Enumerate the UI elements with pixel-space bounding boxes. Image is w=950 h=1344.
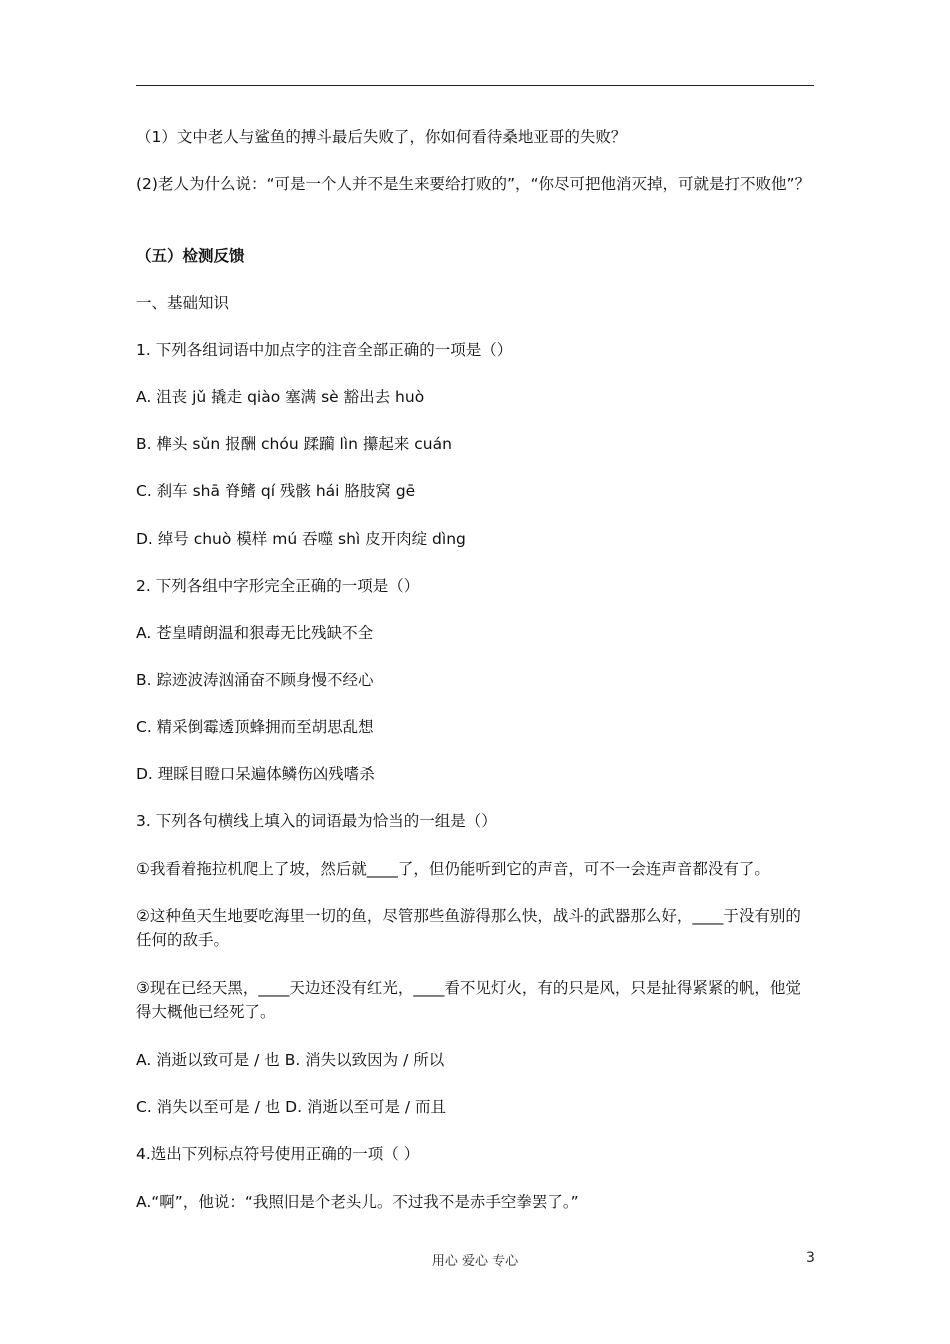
q2-option-b: B. 踪迹波涛汹涌奋不顾身慢不经心	[136, 671, 374, 689]
section-heading-basics: 一、基础知识	[136, 294, 230, 312]
q2-stem: 2. 下列各组中字形完全正确的一项是（）	[136, 577, 420, 595]
q4-option-a: A.“啊”，他说：“我照旧是个老头儿。不过我不是赤手空拳罢了。”	[136, 1193, 579, 1211]
q1-option-b: B. 榫头 sǔn 报酬 chóu 蹂躏 lìn 攥起来 cuán	[136, 435, 452, 453]
q4-stem: 4.选出下列标点符号使用正确的一项（ ）	[136, 1145, 420, 1163]
q3-sentence-2: ②这种鱼天生地要吃海里一切的鱼，尽管那些鱼游得那么快，战斗的武器那么好，____于没有别的任何的敌手。	[136, 907, 801, 949]
section-heading-feedback: （五）检测反馈	[136, 247, 245, 265]
q1-option-a: A. 沮丧 jǔ 撬走 qiào 塞满 sè 豁出去 huò	[136, 388, 425, 406]
question-2-text: (2)老人为什么说：“可是一个人并不是生来要给打败的”，“你尽可把他消灭掉，可就是打不败他”？	[136, 175, 811, 193]
q2-option-a: A. 苍皇晴朗温和狠毒无比残缺不全	[136, 624, 374, 642]
q3-sentence-1: ①我看着拖拉机爬上了坡，然后就____了，但仍能听到它的声音，可不一会连声音都没有了。	[136, 860, 770, 878]
q3-options-cd: C. 消失以至可是 / 也 D. 消逝以至可是 / 而且	[136, 1098, 447, 1116]
footer-motto: 用心 爱心 专心	[431, 1254, 519, 1269]
q1-stem: 1. 下列各组词语中加点字的注音全部正确的一项是（）	[136, 341, 513, 359]
q3-sentence-3: ③现在已经天黑，____天边还没有红光，____看不见灯火，有的只是风，只是扯得紧紧的帆，他觉得大概他已经死了。	[136, 979, 801, 1021]
question-1-text: （1）文中老人与鲨鱼的搏斗最后失败了，你如何看待桑地亚哥的失败？	[136, 128, 627, 146]
q1-option-c: C. 刹车 shā 脊鳍 qí 残骸 hái 胳肢窝 gē	[136, 482, 416, 500]
q3-stem: 3. 下列各句横线上填入的词语最为恰当的一组是（）	[136, 812, 497, 830]
header-rule	[136, 85, 814, 86]
q2-option-c: C. 精采倒霉透顶蜂拥而至胡思乱想	[136, 718, 374, 736]
q1-option-d: D. 绰号 chuò 模样 mú 吞噬 shì 皮开肉绽 dìng	[136, 530, 466, 548]
q2-option-d: D. 理睬目瞪口呆遍体鳞伤凶残嗜杀	[136, 765, 375, 783]
q3-options-ab: A. 消逝以致可是 / 也 B. 消失以致因为 / 所以	[136, 1051, 445, 1069]
page-number: 3	[806, 1250, 815, 1266]
